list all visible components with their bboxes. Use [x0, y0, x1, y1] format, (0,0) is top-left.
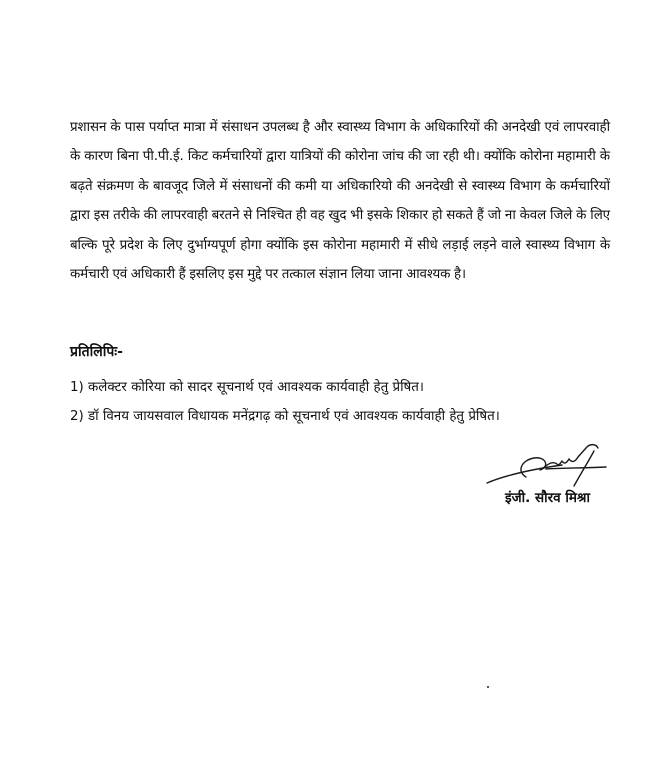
cc-item-collector: 1) कलेक्टर कोरिया को सादर सूचनार्थ एवं आवश्यक कार्यवाही हेतु प्रेषित। [70, 380, 425, 395]
cc-item-mla: 2) डॉ विनय जायसवाल विधायक मनेंद्रगढ़ को सूचनार्थ एवं आवश्यक कार्यवाही हेतु प्रेषित। [70, 409, 500, 424]
signatory-name: इंजी. सौरव मिश्रा [505, 490, 590, 506]
cc-list [70, 373, 500, 431]
handwritten-signature [486, 442, 608, 488]
body-paragraph: प्रशासन के पास पर्याप्त मात्रा में संसाधन उपलब्ध है और स्वास्थ्य विभाग के अधिकारियों की अनदेखी एवं लापरवाही के कारण बिना पी.पी.ई. किट कर्मचारियों द्वारा यात्रियों की कोरोना जांच की जा रही थी। क्योंकि कोरोना महामारी के बढ़ते संक्रमण के बावजूद जिले में संसाधनों की कमी या अधिकारियो की अनदेखी से स्वास्थ्य विभाग के कर्मचारियों द्वारा इस तरीके की लापरवाही बरतने से निश्चित ही वह खुद भी इसके शिकार हो सकते हैं जो ना केवल जिले के लिए बल्कि पूरे प्रदेश के लिए दुर्भाग्यपूर्ण होगा क्योंकि इस कोरोना महामारी में सीधे लड़ाई लड़ने वाले स्वास्थ्य विभाग के कर्मचारी एवं अधिकारी हैं इसलिए इस मुद्दे पर तत्काल संज्ञान लिया जाना आवश्यक है। [70, 120, 610, 283]
cc-heading: प्रतिलिपिः- [70, 344, 123, 360]
scan-speck [487, 686, 489, 688]
